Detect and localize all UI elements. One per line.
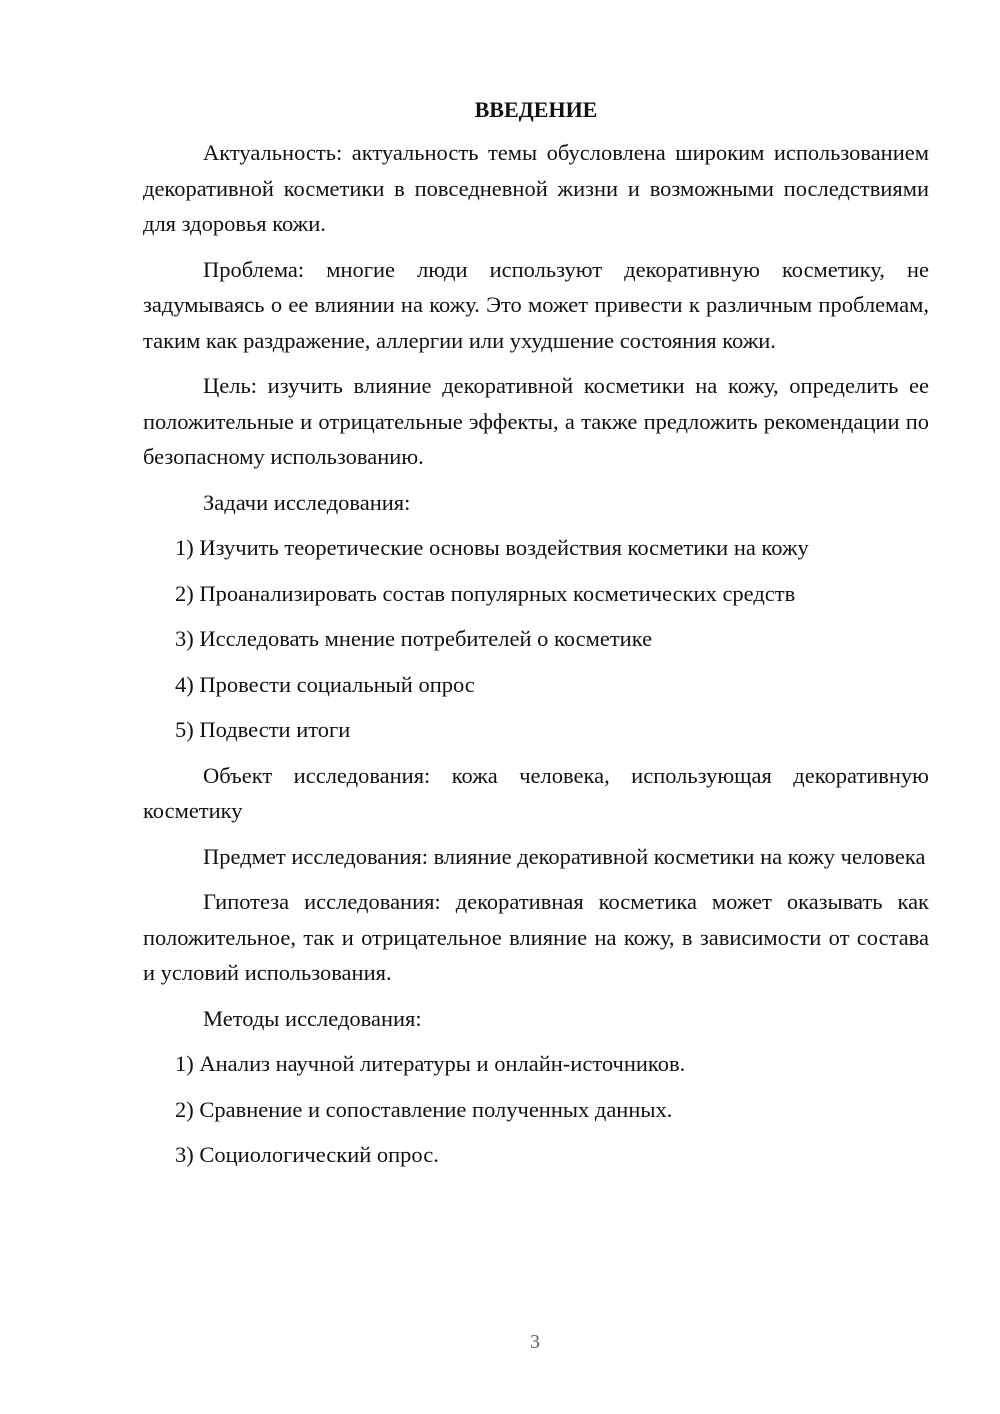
tasks-list [143, 530, 929, 748]
task-item: 1) Изучить теоретические основы воздействия косметики на кожу [175, 535, 809, 560]
method-item: 3) Социологический опрос. [175, 1142, 439, 1167]
page-number: 3 [530, 1331, 540, 1353]
goal-paragraph: Цель: изучить влияние декоративной косметики на кожу, определить ее положительные и отрицательные эффекты, а также предложить рекомендации по безопасному использованию. [143, 373, 929, 469]
section-heading: ВВЕДЕНИЕ [474, 97, 598, 122]
problem-paragraph: Проблема: многие люди используют декоративную косметику, не задумываясь о ее влиянии на кожу. Это может привести к различным проблемам, таким как раздражение, аллергии или ухудшение состояния кожи. [143, 256, 929, 353]
object-paragraph: Объект исследования: кожа человека, использующая декоративную косметику [143, 762, 929, 823]
task-item: 5) Подвести итоги [175, 717, 351, 742]
subject-paragraph: Предмет исследования: влияние декоративной косметики на кожу человека [203, 843, 926, 869]
methods-title: Методы исследования: [203, 1005, 422, 1031]
document-page [143, 94, 929, 1183]
method-item: 2) Сравнение и сопоставление полученных данных. [175, 1096, 673, 1122]
task-item: 3) Исследовать мнение потребителей о косметике [175, 626, 653, 651]
task-item: 4) Провести социальный опрос [175, 671, 475, 697]
task-item: 2) Проанализировать состав популярных косметических средств [175, 580, 796, 606]
tasks-title: Задачи исследования: [203, 489, 411, 515]
hypothesis-paragraph: Гипотеза исследования: декоративная косметика может оказывать как положительное, так и отрицательное влияние на кожу, в зависимости от состава и условий использования. [143, 889, 929, 985]
relevance-paragraph: Актуальность: актуальность темы обусловлена широким использованием декоративной косметики в повседневной жизни и возможными последствиями для здоровья кожи. [143, 140, 929, 236]
methods-list [143, 1046, 929, 1173]
method-item: 1) Анализ научной литературы и онлайн-источников. [175, 1051, 686, 1076]
